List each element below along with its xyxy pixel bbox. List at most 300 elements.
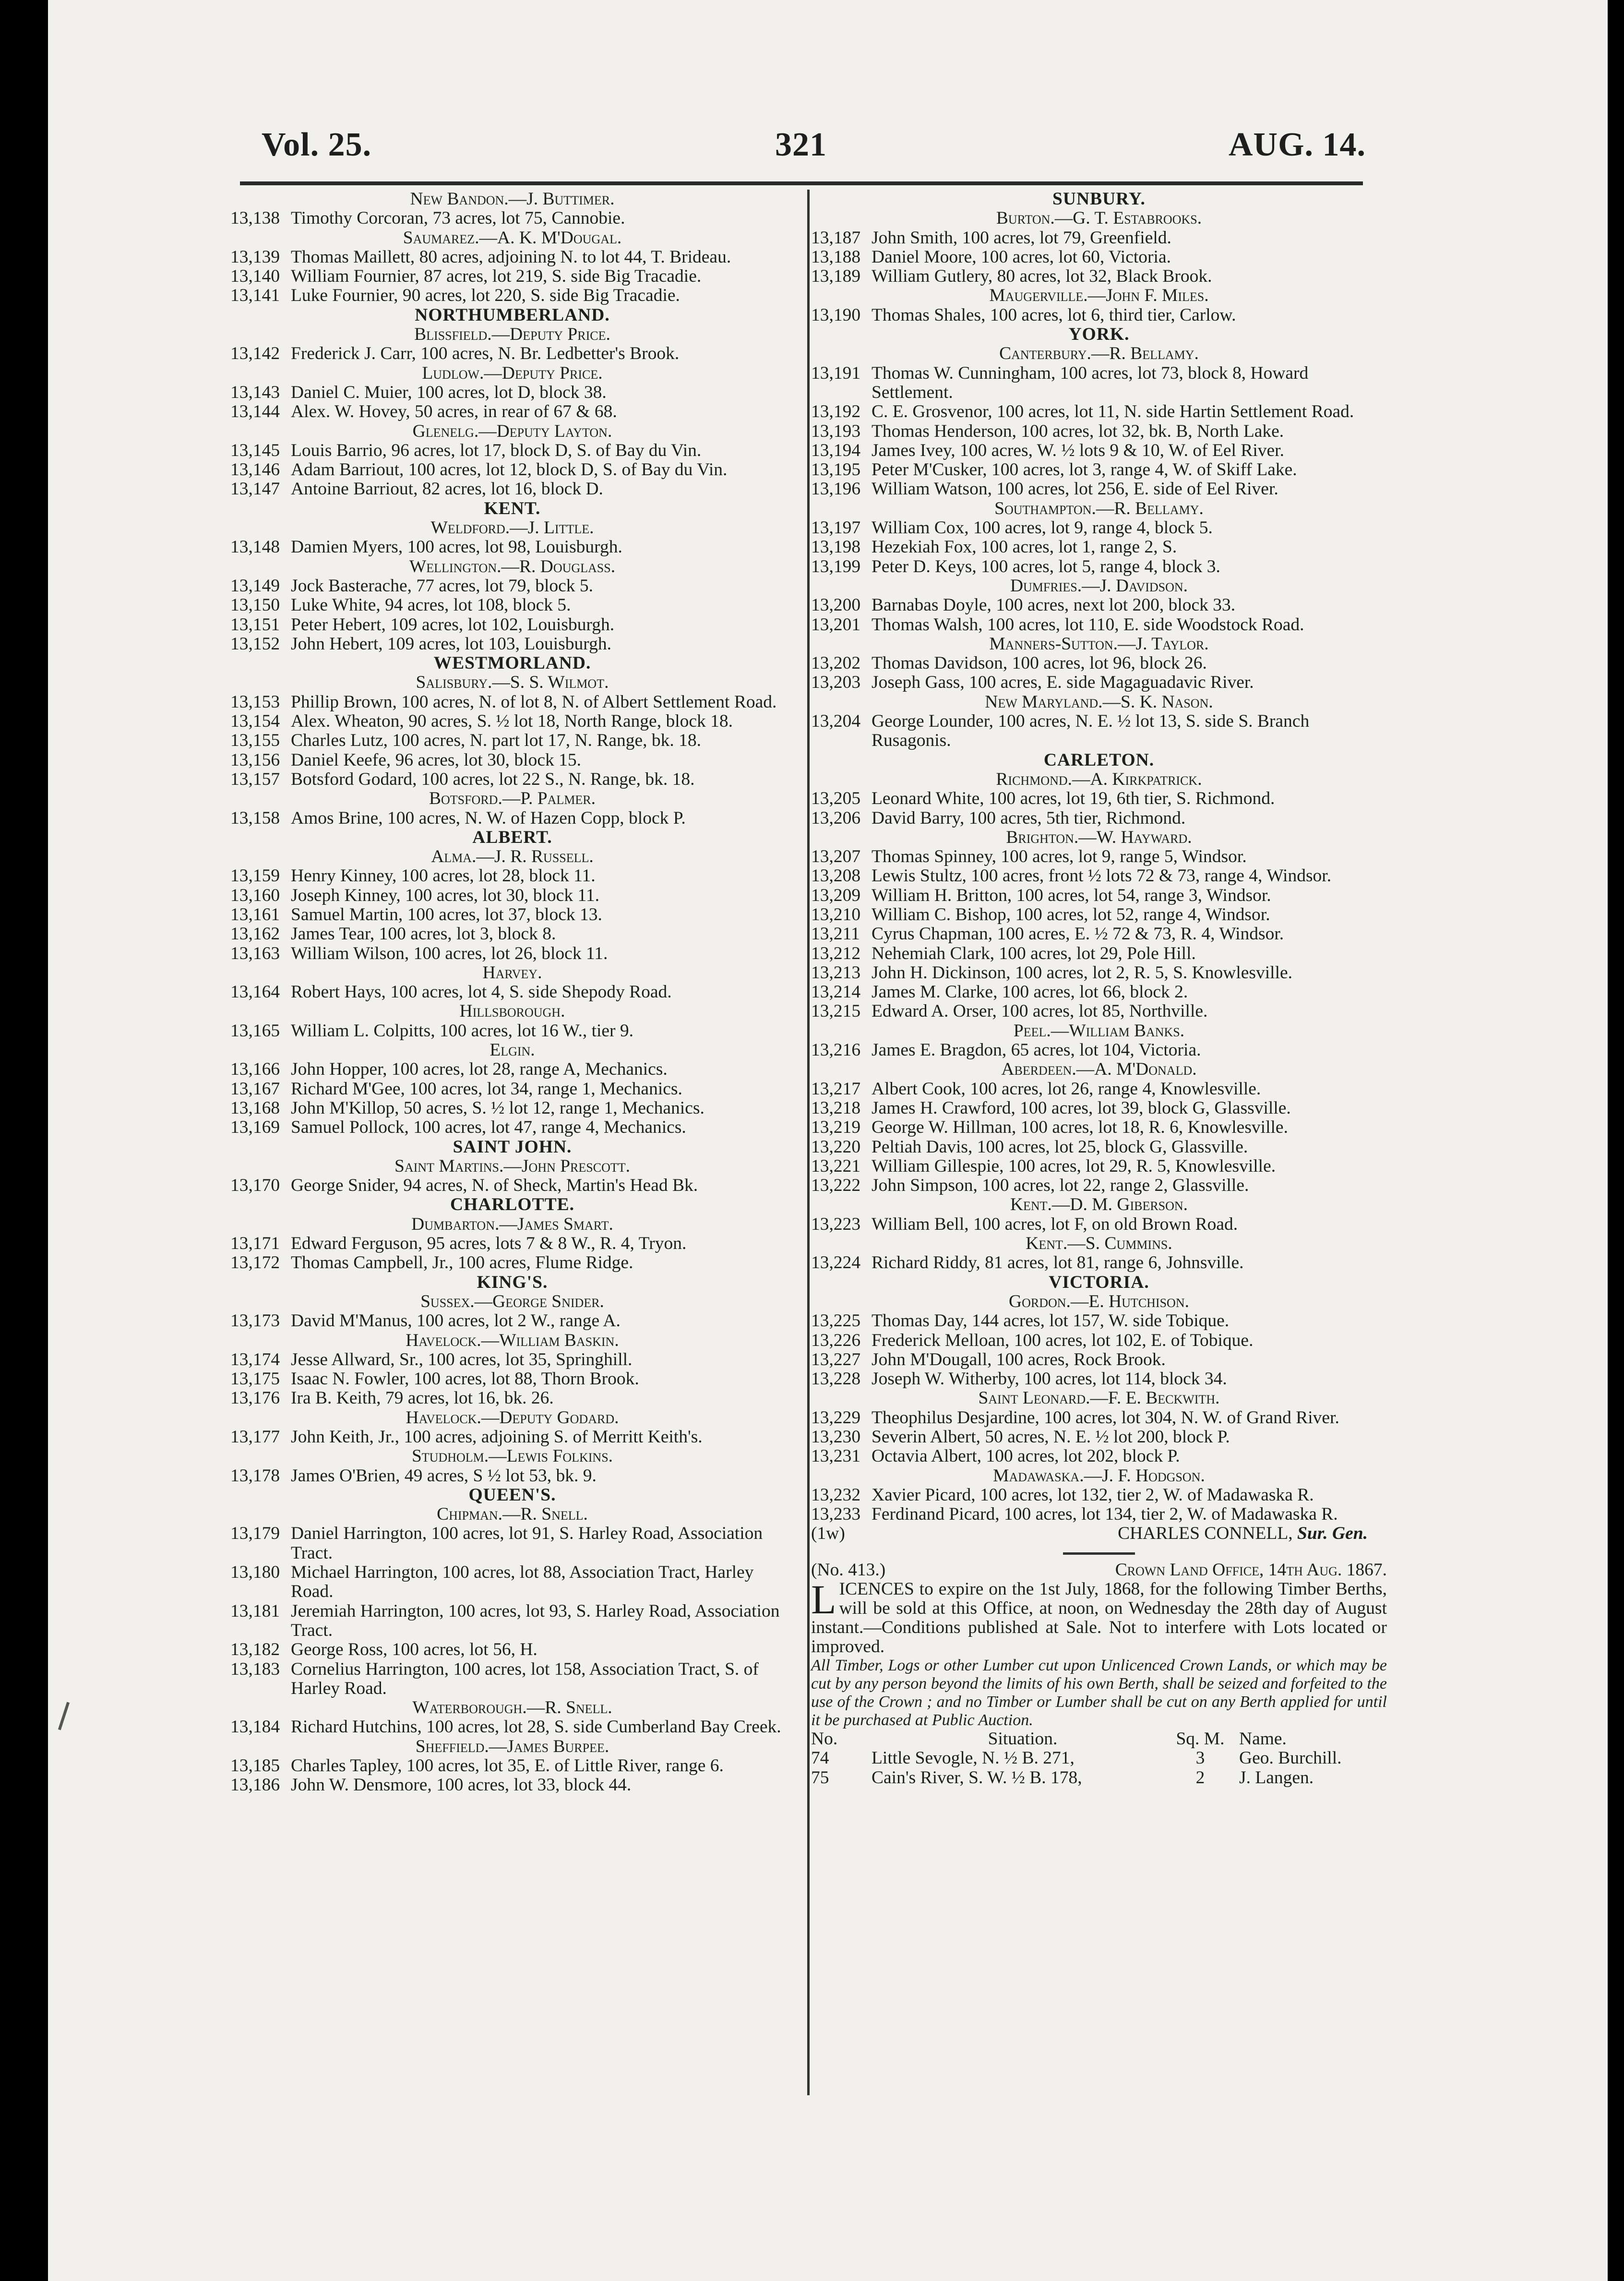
- grant-details: William Cox, 100 acres, lot 9, range 4, block 5.: [872, 518, 1213, 538]
- grant-entry: [230, 1311, 794, 1331]
- grant-details: William C. Bishop, 100 acres, lot 52, range 4, Windsor.: [872, 904, 1270, 924]
- grant-entry: [811, 402, 1387, 421]
- grant-details: Richard M'Gee, 100 acres, lot 34, range 1, Mechanics.: [291, 1079, 682, 1099]
- right-column-list: [811, 190, 1387, 1524]
- grant-details: Botsford Godard, 100 acres, lot 22 S., N. Range, bk. 18.: [291, 769, 695, 789]
- grant-number: 13,199: [811, 556, 861, 576]
- grant-details: Thomas Shales, 100 acres, lot 6, third tier, Carlow.: [872, 305, 1236, 325]
- grant-details: Thomas Spinney, 100 acres, lot 9, range 5, Windsor.: [872, 847, 1247, 867]
- grant-details: Joseph W. Witherby, 100 acres, lot 114, block 34.: [872, 1369, 1227, 1389]
- grant-number: 13,164: [230, 982, 280, 1002]
- grant-number: 13,220: [811, 1137, 861, 1157]
- grant-details: Louis Barrio, 96 acres, lot 17, block D, S. of Bay du Vin.: [291, 440, 702, 460]
- grant-details: Daniel Harrington, 100 acres, lot 91, S. Harley Road, Association Tract.: [291, 1524, 763, 1563]
- issue-date: AUG. 14.: [1229, 126, 1366, 163]
- grant-number: 13,217: [811, 1079, 861, 1099]
- parish-heading: Chipman.—R. Snell.: [437, 1504, 588, 1525]
- grant-details: Michael Harrington, 100 acres, lot 88, Association Tract, Harley Road.: [291, 1562, 754, 1602]
- grant-number: 13,225: [811, 1311, 861, 1331]
- grant-entry: [811, 1138, 1387, 1157]
- parish-heading: Salisbury.—S. S. Wilmot.: [416, 672, 609, 693]
- grant-details: Jock Basterache, 77 acres, lot 79, block 5.: [291, 576, 594, 596]
- grant-number: 13,185: [230, 1756, 280, 1776]
- grant-number: 13,187: [811, 228, 861, 248]
- grant-entry: [811, 228, 1387, 248]
- parish-heading: Peel.—William Banks.: [1013, 1020, 1185, 1041]
- grant-details: John Simpson, 100 acres, lot 22, range 2, Glassville.: [872, 1176, 1249, 1196]
- grant-details: John M'Killop, 50 acres, S. ½ lot 12, range 1, Mechanics.: [291, 1098, 705, 1118]
- grant-details: Samuel Pollock, 100 acres, lot 47, range 4, Mechanics.: [291, 1117, 686, 1138]
- grant-details: Charles Lutz, 100 acres, N. part lot 17, N. Range, bk. 18.: [291, 731, 702, 751]
- grant-entry: [230, 615, 794, 635]
- grant-details: Thomas Walsh, 100 acres, lot 110, E. side Woodstock Road.: [872, 614, 1304, 635]
- grant-details: Thomas W. Cunningham, 100 acres, lot 73, block 8, Howard Settlement.: [872, 363, 1309, 402]
- parish-heading: Glenelg.—Deputy Layton.: [412, 421, 612, 441]
- grant-details: Daniel C. Muier, 100 acres, lot D, block 38.: [291, 382, 607, 402]
- grant-entry: [811, 267, 1387, 286]
- grant-number: 13,154: [230, 711, 280, 732]
- signature-name: CHARLES CONNELL,: [1118, 1524, 1293, 1544]
- grant-number: 13,149: [230, 576, 280, 596]
- grant-details: Luke Fournier, 90 acres, lot 220, S. side Big Tracadie.: [291, 286, 680, 306]
- grant-entry: [230, 209, 794, 228]
- grant-details: Edward Ferguson, 95 acres, lots 7 & 8 W., R. 4, Tryon.: [291, 1234, 687, 1254]
- grant-entry: [230, 944, 794, 963]
- grant-details: Amos Brine, 100 acres, N. W. of Hazen Copp, block P.: [291, 808, 686, 828]
- grant-entry: [230, 770, 794, 789]
- grant-details: Henry Kinney, 100 acres, lot 28, block 11.: [291, 866, 596, 886]
- grant-entry: [230, 693, 794, 712]
- grant-number: 13,222: [811, 1176, 861, 1196]
- grant-number: 13,161: [230, 904, 280, 924]
- grant-details: Lewis Stultz, 100 acres, front ½ lots 72 & 73, range 4, Windsor.: [872, 866, 1332, 886]
- grant-number: 13,145: [230, 440, 280, 460]
- grant-details: David M'Manus, 100 acres, lot 2 W., range A.: [291, 1311, 621, 1331]
- grant-entry: [230, 596, 794, 615]
- grant-number: 13,229: [811, 1407, 861, 1428]
- grant-number: 13,171: [230, 1234, 280, 1254]
- grant-number: 13,226: [811, 1330, 861, 1350]
- grant-entry: [230, 1563, 794, 1602]
- grant-entry: [230, 441, 794, 460]
- grant-number: 13,212: [811, 943, 861, 963]
- parish-heading: Alma.—J. R. Russell.: [431, 847, 594, 867]
- county-heading: NORTHUMBERLAND.: [415, 305, 610, 325]
- parish-heading: Brighton.—W. Hayward.: [1006, 827, 1192, 847]
- grant-details: Albert Cook, 100 acres, lot 26, range 4, Knowlesville.: [872, 1079, 1261, 1099]
- grant-number: 13,169: [230, 1117, 280, 1138]
- grant-entry: [230, 344, 794, 363]
- grant-number: 13,223: [811, 1214, 861, 1234]
- grant-details: Thomas Henderson, 100 acres, lot 32, bk. B, North Lake.: [872, 421, 1284, 441]
- grant-number: 13,151: [230, 614, 280, 635]
- county-heading: SAINT JOHN.: [453, 1137, 572, 1157]
- parish-heading: Hillsborough.: [459, 1001, 565, 1021]
- grant-number: 13,183: [230, 1659, 280, 1679]
- grant-number: 13,205: [811, 789, 861, 809]
- grant-entry: [230, 1099, 794, 1118]
- grant-number: 13,211: [811, 924, 860, 944]
- col-no: No.: [811, 1729, 838, 1749]
- grant-entry: [811, 460, 1387, 480]
- grant-details: William Gutlery, 80 acres, lot 32, Black Brook.: [872, 266, 1212, 287]
- grant-entry: [811, 1331, 1387, 1350]
- grant-entry: [811, 886, 1387, 905]
- grant-number: 13,207: [811, 847, 861, 867]
- grant-details: George Ross, 100 acres, lot 56, H.: [291, 1640, 537, 1660]
- grant-details: Edward A. Orser, 100 acres, lot 85, Northville.: [872, 1001, 1208, 1021]
- col-name: Name.: [1239, 1729, 1287, 1749]
- grant-number: 13,138: [230, 208, 280, 228]
- grant-number: 13,184: [230, 1717, 280, 1737]
- grant-entry: [230, 383, 794, 402]
- grant-number: 13,202: [811, 653, 861, 673]
- grant-entry: [230, 751, 794, 770]
- grant-number: 13,162: [230, 924, 280, 944]
- grant-details: Richard Hutchins, 100 acres, lot 28, S. side Cumberland Bay Creek.: [291, 1717, 781, 1737]
- grant-number: 13,144: [230, 402, 280, 422]
- grant-details: Charles Tapley, 100 acres, lot 35, E. of Little River, range 6.: [291, 1756, 724, 1776]
- grant-number: 13,219: [811, 1117, 861, 1138]
- notice-dropcap: L: [811, 1576, 836, 1623]
- grant-entry: [811, 1408, 1387, 1428]
- grant-entry: [230, 460, 794, 480]
- grant-entry: [230, 286, 794, 305]
- grant-details: David Barry, 100 acres, 5th tier, Richmond.: [872, 808, 1186, 828]
- grant-number: 13,233: [811, 1504, 861, 1525]
- parish-heading: Waterborough.—R. Snell.: [412, 1698, 612, 1718]
- notice-separator: [1063, 1552, 1135, 1555]
- parish-heading: New Maryland.—S. K. Nason.: [985, 692, 1213, 712]
- grant-entry: [230, 1776, 794, 1795]
- grant-number: 13,166: [230, 1059, 280, 1080]
- grant-number: 13,174: [230, 1349, 280, 1369]
- grant-details: Daniel Keefe, 96 acres, lot 30, block 15.: [291, 750, 581, 770]
- grant-entry: [811, 1099, 1387, 1118]
- grant-number: 13,214: [811, 982, 861, 1002]
- parish-heading: Ludlow.—Deputy Price.: [422, 363, 603, 383]
- grant-number: 13,157: [230, 769, 280, 789]
- parish-heading: Havelock.—William Baskin.: [406, 1330, 619, 1350]
- parish-heading: Saint Martins.—John Prescott.: [394, 1156, 630, 1176]
- grant-entry: [811, 1080, 1387, 1099]
- notice-body: [811, 1576, 1387, 1657]
- grant-entry: [230, 886, 794, 905]
- grant-details: Jeremiah Harrington, 100 acres, lot 93, S. Harley Road, Association Tract.: [291, 1601, 780, 1640]
- grant-entry: [230, 1176, 794, 1195]
- berth-no: 74: [811, 1748, 829, 1768]
- grant-entry: [230, 1369, 794, 1389]
- grant-entry: [230, 635, 794, 654]
- grant-entry: [230, 1080, 794, 1099]
- grant-number: 13,191: [811, 363, 861, 383]
- grant-details: Severin Albert, 50 acres, N. E. ½ lot 200, block P.: [872, 1427, 1230, 1447]
- grant-number: 13,167: [230, 1079, 280, 1099]
- parish-heading: New Bandon.—J. Buttimer.: [410, 189, 615, 209]
- grant-entry: [811, 924, 1387, 944]
- grant-entry: [230, 267, 794, 286]
- grant-number: 13,156: [230, 750, 280, 770]
- grant-entry: [811, 1447, 1387, 1466]
- grant-number: 13,175: [230, 1369, 280, 1389]
- grant-entry: [230, 809, 794, 828]
- grant-entry: [230, 480, 794, 499]
- grant-entry: [811, 422, 1387, 441]
- grant-number: 13,173: [230, 1311, 280, 1331]
- grant-number: 13,228: [811, 1369, 861, 1389]
- grant-entry: [230, 1466, 794, 1486]
- parish-heading: Kent.—S. Cummins.: [1026, 1234, 1172, 1254]
- grant-details: George W. Hillman, 100 acres, lot 18, R. 6, Knowlesville.: [872, 1117, 1288, 1138]
- parish-heading: Canterbury.—R. Bellamy.: [999, 344, 1199, 364]
- grant-entry: [230, 983, 794, 1002]
- grant-number: 13,209: [811, 885, 861, 905]
- grant-entry: [811, 1118, 1387, 1137]
- right-column: [811, 190, 1387, 1788]
- grant-number: 13,203: [811, 672, 861, 693]
- grant-entry: [811, 1369, 1387, 1389]
- grant-number: 13,193: [811, 421, 861, 441]
- grant-entry: [230, 1640, 794, 1659]
- grant-entry: [230, 1428, 794, 1447]
- grant-details: Theophilus Desjardine, 100 acres, lot 304, N. W. of Grand River.: [872, 1407, 1339, 1428]
- table-row: [811, 1749, 1387, 1768]
- grant-number: 13,147: [230, 479, 280, 499]
- parish-heading: Saint Leonard.—F. E. Beckwith.: [978, 1388, 1220, 1408]
- grant-number: 13,232: [811, 1485, 861, 1505]
- grant-number: 13,150: [230, 595, 280, 615]
- parish-heading: Southampton.—R. Bellamy.: [994, 498, 1204, 518]
- grant-details: Cyrus Chapman, 100 acres, E. ½ 72 & 73, R. 4, Windsor.: [872, 924, 1284, 944]
- grant-details: John Hebert, 109 acres, lot 103, Louisburgh.: [291, 634, 611, 654]
- grant-details: Thomas Campbell, Jr., 100 acres, Flume Ridge.: [291, 1253, 633, 1273]
- grant-number: 13,146: [230, 460, 280, 480]
- grant-entry: [811, 1311, 1387, 1331]
- grant-details: William L. Colpitts, 100 acres, lot 16 W., tier 9.: [291, 1020, 634, 1041]
- grant-entry: [811, 306, 1387, 325]
- grant-details: John Smith, 100 acres, lot 79, Greenfield.: [872, 228, 1171, 248]
- grant-details: Daniel Moore, 100 acres, lot 60, Victoria.: [872, 247, 1171, 267]
- county-heading: SUNBURY.: [1052, 189, 1146, 209]
- grant-entry: [811, 866, 1387, 886]
- county-heading: QUEEN'S.: [468, 1485, 556, 1505]
- grant-details: James M. Clarke, 100 acres, lot 66, block 2.: [872, 982, 1188, 1002]
- grant-details: Ira B. Keith, 79 acres, lot 16, bk. 26.: [291, 1388, 554, 1408]
- grant-entry: [811, 654, 1387, 673]
- grant-details: Richard Riddy, 81 acres, lot 81, range 6, Johnsville.: [872, 1253, 1244, 1273]
- parish-heading: Elgin.: [490, 1040, 535, 1060]
- grant-details: Joseph Kinney, 100 acres, lot 30, block 11.: [291, 885, 599, 905]
- grant-details: James Ivey, 100 acres, W. ½ lots 9 & 10, W. of Eel River.: [872, 440, 1284, 460]
- grant-number: 13,179: [230, 1524, 280, 1544]
- col-situation: Situation.: [988, 1729, 1058, 1749]
- timber-table-header: [811, 1729, 1387, 1749]
- grant-number: 13,204: [811, 711, 861, 732]
- grant-details: Frederick Melloan, 100 acres, lot 102, E. of Tobique.: [872, 1330, 1254, 1350]
- grant-details: John Keith, Jr., 100 acres, adjoining S. of Merritt Keith's.: [291, 1427, 703, 1447]
- grant-number: 13,213: [811, 962, 861, 983]
- grant-details: John Hopper, 100 acres, lot 28, range A, Mechanics.: [291, 1059, 668, 1080]
- grant-details: Luke White, 94 acres, lot 108, block 5.: [291, 595, 571, 615]
- col-sq-m: Sq. M.: [1176, 1729, 1225, 1749]
- parish-heading: Sussex.—George Snider.: [420, 1291, 604, 1311]
- column-divider: [807, 190, 810, 2095]
- grant-entry: [811, 441, 1387, 460]
- grant-details: Thomas Davidson, 100 acres, lot 96, block 26.: [872, 653, 1207, 673]
- grant-number: 13,170: [230, 1176, 280, 1196]
- grant-number: 13,190: [811, 305, 861, 325]
- berth-no: 75: [811, 1767, 829, 1788]
- notice-office: Crown Land Office, 14th Aug. 1867.: [1115, 1560, 1387, 1580]
- grant-entry: [811, 905, 1387, 924]
- parish-heading: Kent.—D. M. Giberson.: [1010, 1195, 1188, 1215]
- grant-number: 13,196: [811, 479, 861, 499]
- grant-details: John M'Dougall, 100 acres, Rock Brook.: [872, 1349, 1166, 1369]
- grant-number: 13,198: [811, 537, 861, 557]
- grant-number: 13,159: [230, 866, 280, 886]
- grant-entry: [811, 1157, 1387, 1176]
- grant-entry: [230, 1660, 794, 1699]
- grant-entry: [230, 905, 794, 924]
- grant-details: James Tear, 100 acres, lot 3, block 8.: [291, 924, 556, 944]
- grant-details: Antoine Barriout, 82 acres, lot 16, block D.: [291, 479, 603, 499]
- grant-number: 13,216: [811, 1040, 861, 1060]
- grant-details: George Lounder, 100 acres, N. E. ½ lot 13, S. side S. Branch Rusagonis.: [872, 711, 1310, 751]
- grant-entry: [230, 538, 794, 557]
- grant-number: 13,168: [230, 1098, 280, 1118]
- signature-line: [811, 1524, 1387, 1543]
- grant-entry: [811, 1486, 1387, 1505]
- table-row: [811, 1768, 1387, 1788]
- grant-entry: [230, 924, 794, 944]
- grant-entry: [811, 518, 1387, 538]
- parish-heading: Havelock.—Deputy Godard.: [406, 1407, 619, 1428]
- county-heading: ALBERT.: [472, 827, 552, 847]
- grant-details: William H. Britton, 100 acres, lot 54, range 3, Windsor.: [872, 885, 1271, 905]
- grant-number: 13,182: [230, 1640, 280, 1660]
- grant-details: Samuel Martin, 100 acres, lot 37, block 13.: [291, 904, 602, 924]
- grant-number: 13,177: [230, 1427, 280, 1447]
- county-heading: VICTORIA.: [1049, 1272, 1149, 1292]
- grant-number: 13,231: [811, 1446, 861, 1466]
- grant-number: 13,148: [230, 537, 280, 557]
- grant-entry: [811, 1176, 1387, 1195]
- grant-entry: [230, 576, 794, 596]
- grant-entry: [811, 248, 1387, 267]
- grant-details: William Bell, 100 acres, lot F, on old Brown Road.: [872, 1214, 1238, 1234]
- grant-entry: [230, 1021, 794, 1041]
- grant-number: 13,178: [230, 1465, 280, 1486]
- signature-mark: (1w): [811, 1524, 845, 1544]
- county-heading: KENT.: [484, 498, 541, 518]
- parish-heading: Botsford.—P. Palmer.: [429, 789, 596, 809]
- grant-number: 13,186: [230, 1775, 280, 1795]
- grant-number: 13,197: [811, 518, 861, 538]
- grant-details: William Gillespie, 100 acres, lot 29, R. 5, Knowlesville.: [872, 1156, 1276, 1176]
- grant-entry: [811, 1002, 1387, 1021]
- grant-details: C. E. Grosvenor, 100 acres, lot 11, N. side Hartin Settlement Road.: [872, 402, 1354, 422]
- grant-details: Peter Hebert, 109 acres, lot 102, Louisburgh.: [291, 614, 615, 635]
- parish-heading: Gordon.—E. Hutchison.: [1009, 1291, 1189, 1311]
- berth-situation: Cain's River, S. W. ½ B. 178,: [872, 1767, 1082, 1788]
- grant-entry: [230, 712, 794, 731]
- parish-heading: Wellington.—R. Douglass.: [409, 556, 616, 576]
- grant-entry: [811, 615, 1387, 635]
- grant-details: James E. Bragdon, 65 acres, lot 104, Victoria.: [872, 1040, 1201, 1060]
- grant-details: Nehemiah Clark, 100 acres, lot 29, Pole Hill.: [872, 943, 1196, 963]
- parish-heading: Richmond.—A. Kirkpatrick.: [996, 769, 1202, 789]
- grant-entry: [230, 402, 794, 421]
- grant-entry: [230, 1234, 794, 1253]
- grant-number: 13,206: [811, 808, 861, 828]
- grant-number: 13,215: [811, 1001, 861, 1021]
- parish-heading: Maugerville.—John F. Miles.: [989, 286, 1209, 306]
- signature-title: Sur. Gen.: [1297, 1524, 1368, 1544]
- grant-details: Phillip Brown, 100 acres, N. of lot 8, N. of Albert Settlement Road.: [291, 692, 777, 712]
- grant-number: 13,155: [230, 731, 280, 751]
- grant-entry: [230, 1389, 794, 1408]
- grant-number: 13,172: [230, 1253, 280, 1273]
- grant-details: William Watson, 100 acres, lot 256, E. side of Eel River.: [872, 479, 1278, 499]
- grant-number: 13,176: [230, 1388, 280, 1408]
- parish-heading: Dumbarton.—James Smart.: [411, 1214, 613, 1234]
- grant-details: Hezekiah Fox, 100 acres, lot 1, range 2, S.: [872, 537, 1177, 557]
- grant-entry: [811, 480, 1387, 499]
- notice-text: ICENCES to expire on the 1st July, 1868, for the following Timber Berths, will be sold at this Office, at noon, on Wednesday the 28th day of August instant.—Conditions published at Sale. Not to interfere with Lots located or improved.: [811, 1579, 1387, 1657]
- berth-sq-m: 2: [1195, 1767, 1205, 1788]
- grant-number: 13,230: [811, 1427, 861, 1447]
- grant-entry: [230, 1602, 794, 1641]
- page-number: 321: [775, 126, 827, 163]
- county-heading: WESTMORLAND.: [433, 653, 591, 673]
- grant-entry: [811, 596, 1387, 615]
- grant-number: 13,160: [230, 885, 280, 905]
- parish-heading: Studholm.—Lewis Folkins.: [411, 1446, 613, 1466]
- grant-entry: [811, 712, 1387, 751]
- grant-details: Peter M'Cusker, 100 acres, lot 3, range 4, W. of Skiff Lake.: [872, 460, 1297, 480]
- berth-sq-m: 3: [1195, 1748, 1205, 1768]
- grant-entry: [230, 1253, 794, 1273]
- grant-details: Alex. Wheaton, 90 acres, S. ½ lot 18, North Range, block 18.: [291, 711, 733, 732]
- grant-entry: [230, 1524, 794, 1563]
- grant-entry: [230, 1350, 794, 1369]
- grant-details: Robert Hays, 100 acres, lot 4, S. side Shepody Road.: [291, 982, 672, 1002]
- grant-details: Timothy Corcoran, 73 acres, lot 75, Cannobie.: [291, 208, 625, 228]
- left-column: [230, 190, 794, 1795]
- grant-entry: [811, 1350, 1387, 1369]
- grant-number: 13,208: [811, 866, 861, 886]
- parish-heading: Madawaska.—J. F. Hodgson.: [993, 1465, 1205, 1486]
- grant-details: James O'Brien, 49 acres, S ½ lot 53, bk. 9.: [291, 1465, 597, 1486]
- grant-details: Xavier Picard, 100 acres, lot 132, tier 2, W. of Madawaska R.: [872, 1485, 1314, 1505]
- grant-number: 13,224: [811, 1253, 861, 1273]
- berth-name: Geo. Burchill.: [1239, 1748, 1342, 1768]
- grant-entry: [230, 248, 794, 267]
- grant-details: Cornelius Harrington, 100 acres, lot 158, Association Tract, S. of Harley Road.: [291, 1659, 759, 1698]
- grant-number: 13,153: [230, 692, 280, 712]
- grant-entry: [230, 1717, 794, 1737]
- grant-details: Isaac N. Fowler, 100 acres, lot 88, Thorn Brook.: [291, 1369, 639, 1389]
- grant-entry: [811, 963, 1387, 983]
- parish-heading: Harvey.: [482, 962, 542, 983]
- grant-details: Octavia Albert, 100 acres, lot 202, block P.: [872, 1446, 1180, 1466]
- grant-number: 13,221: [811, 1156, 861, 1176]
- grant-entry: [811, 983, 1387, 1002]
- grant-entry: [811, 1215, 1387, 1234]
- grant-details: Jesse Allward, Sr., 100 acres, lot 35, Springhill.: [291, 1349, 633, 1369]
- parish-heading: Dumfries.—J. Davidson.: [1010, 576, 1188, 596]
- grant-number: 13,201: [811, 614, 861, 635]
